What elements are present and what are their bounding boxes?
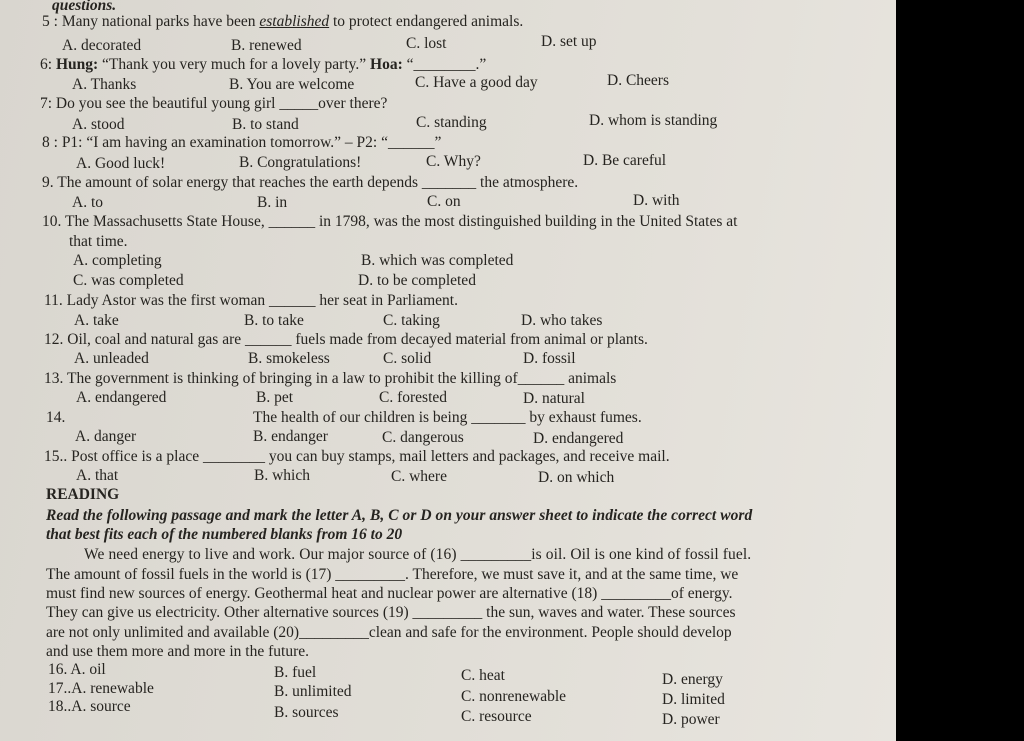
q10-option-b: B. which was completed [361, 252, 514, 269]
q9-option-a: A. to [72, 194, 103, 211]
q17-option-c: C. nonrenewable [461, 688, 567, 705]
q8-option-d: D. Be careful [583, 152, 667, 169]
q14-option-b: B. endanger [253, 428, 328, 445]
q5-option-b: B. renewed [231, 37, 302, 54]
q12-option-b: B. smokeless [248, 350, 330, 367]
q9-option-d: D. with [633, 192, 680, 209]
q9-option-b: B. in [257, 194, 288, 211]
q11-option-a: A. take [74, 312, 119, 329]
passage-line-1: We need energy to live and work. Our major source of (16) _________is oil. Oil is one kind of fossil fuel. [84, 546, 752, 563]
q5-option-c: C. lost [406, 35, 447, 52]
passage-line-2: The amount of fossil fuels in the world is (17) _________. Therefore, we must save it, and at the same time, we [46, 566, 739, 583]
q13-option-d: D. natural [523, 390, 585, 407]
reading-instruction-1: Read the following passage and mark the letter A, B, C or D on your answer sheet to indicate the correct word [46, 507, 753, 524]
q12-option-d: D. fossil [523, 350, 576, 367]
q13-option-a: A. endangered [76, 389, 167, 406]
q17-option-b: B. unlimited [274, 683, 352, 700]
passage-line-5: are not only unlimited and available (20)_________clean and safe for the environment. People should develop [46, 624, 732, 641]
q15-option-d: D. on which [538, 469, 615, 486]
q6-option-b: B. You are welcome [229, 76, 355, 93]
q8-option-c: C. Why? [426, 153, 481, 170]
question-7-stem: 7: Do you see the beautiful young girl _____over there? [40, 95, 388, 112]
q10-option-d: D. to be completed [358, 272, 476, 289]
q7-option-b: B. to stand [232, 116, 299, 133]
question-14-stem: The health of our children is being _______ by exhaust fumes. [253, 409, 642, 426]
q16-option-a: 16. A. oil [48, 661, 106, 678]
q15-option-c: C. where [391, 468, 447, 485]
q13-option-b: B. pet [256, 389, 294, 406]
q16-option-c: C. heat [461, 667, 505, 684]
q15-option-a: A. that [76, 467, 119, 484]
question-10-stem: 10. The Massachusetts State House, ______ in 1798, was the most distinguished building in the United States at [42, 213, 738, 230]
q7-option-a: A. stood [72, 116, 125, 133]
q8-option-b: B. Congratulations! [239, 154, 362, 171]
question-9-stem: 9. The amount of solar energy that reaches the earth depends _______ the atmosphere. [42, 174, 579, 191]
question-11-stem: 11. Lady Astor was the first woman ______ her seat in Parliament. [44, 292, 458, 309]
q12-option-a: A. unleaded [74, 350, 149, 367]
passage-line-4: They can give us electricity. Other alternative sources (19) _________ the sun, waves and water. These sources [46, 604, 736, 621]
question-13-stem: 13. The government is thinking of bringing in a law to prohibit the killing of______ animals [44, 370, 617, 387]
q14-option-a: A. danger [75, 428, 137, 445]
q12-option-c: C. solid [383, 350, 432, 367]
q8-option-a: A. Good luck! [76, 155, 166, 172]
q15-option-b: B. which [254, 467, 310, 484]
q5-option-a: A. decorated [62, 37, 142, 54]
q11-option-b: B. to take [244, 312, 304, 329]
q16-option-d: D. energy [662, 671, 723, 688]
question-15-stem: 15.. Post office is a place ________ you can buy stamps, mail letters and packages, and receive mail. [44, 448, 670, 465]
q10-option-c: C. was completed [73, 272, 184, 289]
question-8-stem: 8 : P1: “I am having an examination tomorrow.” – P2: “______” [42, 134, 442, 151]
q7-option-c: C. standing [416, 114, 487, 131]
q16-option-b: B. fuel [274, 664, 317, 681]
q18-option-c: C. resource [461, 708, 532, 725]
passage-line-3: must find new sources of energy. Geothermal heat and nuclear power are alternative (18) _________of energy. [46, 585, 733, 602]
question-5-stem: 5 : Many national parks have been established to protect endangered animals. [42, 13, 524, 30]
reading-instruction-2: that best fits each of the numbered blanks from 16 to 20 [46, 526, 403, 543]
question-14-number: 14. [46, 409, 66, 426]
q17-option-a: 17..A. renewable [48, 680, 154, 697]
q9-option-c: C. on [427, 193, 461, 210]
q7-option-d: D. whom is standing [589, 112, 718, 129]
q11-option-c: C. taking [383, 312, 440, 329]
q18-option-d: D. power [662, 711, 720, 728]
q6-option-c: C. Have a good day [415, 74, 538, 91]
q18-option-a: 18..A. source [48, 698, 131, 715]
q6-option-d: D. Cheers [607, 72, 669, 89]
question-10-stem-cont: that time. [69, 233, 128, 250]
q17-option-d: D. limited [662, 691, 725, 708]
question-6-stem: 6: Hung: “Thank you very much for a lovely party.” Hoa: “________.” [40, 56, 487, 73]
reading-heading: READING [46, 486, 120, 503]
black-border-region [896, 0, 1024, 741]
passage-line-6: and use them more and more in the future. [46, 643, 309, 660]
q10-option-a: A. completing [73, 252, 162, 269]
q14-option-c: C. dangerous [382, 429, 464, 446]
q14-option-d: D. endangered [533, 430, 624, 447]
q5-option-d: D. set up [541, 33, 597, 50]
question-12-stem: 12. Oil, coal and natural gas are ______ fuels made from decayed material from animal or plants. [44, 331, 648, 348]
q11-option-d: D. who takes [521, 312, 603, 329]
q18-option-b: B. sources [274, 704, 339, 721]
q6-option-a: A. Thanks [72, 76, 137, 93]
q13-option-c: C. forested [379, 389, 448, 406]
header-text: questions. [52, 0, 117, 14]
